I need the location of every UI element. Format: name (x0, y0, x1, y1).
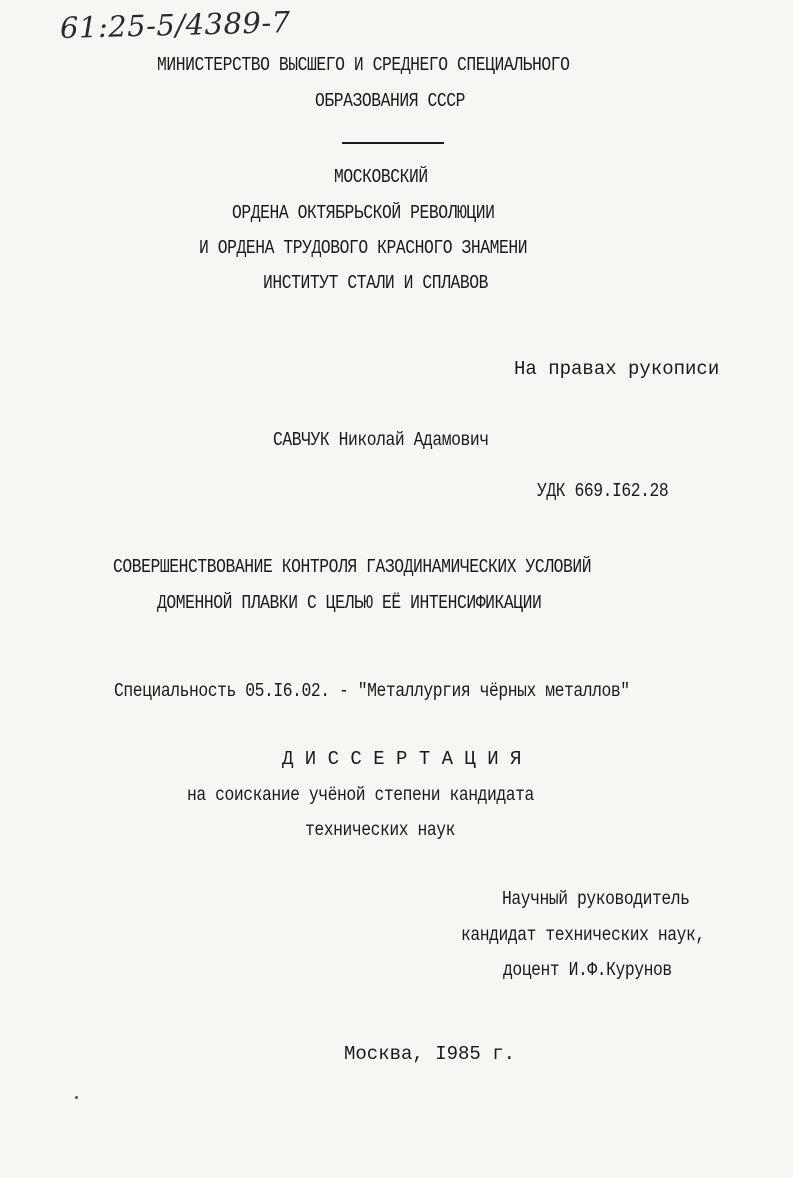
institute-line-3: И ОРДЕНА ТРУДОВОГО КРАСНОГО ЗНАМЕНИ (199, 237, 528, 259)
thesis-title-line-1: СОВЕРШЕНСТВОВАНИЕ КОНТРОЛЯ ГАЗОДИНАМИЧЕСКИХ УСЛОВИЙ (113, 556, 592, 578)
supervisor-name: доцент И.Ф.Курунов (503, 959, 672, 981)
separator-rule (342, 142, 444, 144)
thesis-title-line-2: ДОМЕННОЙ ПЛАВКИ С ЦЕЛЬЮ ЕЁ ИНТЕНСИФИКАЦИИ (157, 592, 542, 614)
ministry-line-2: ОБРАЗОВАНИЯ СССР (315, 90, 466, 112)
supervisor-title: Научный руководитель (502, 888, 690, 910)
dissertation-heading: Д И С С Е Р Т А Ц И Я (282, 748, 522, 770)
handwritten-archive-code: 61:25-5/4389-7 (59, 4, 292, 46)
dissertation-degree-line-2: технических наук (305, 819, 456, 841)
institute-line-2: ОРДЕНА ОКТЯБРЬСКОЙ РЕВОЛЮЦИИ (232, 202, 495, 224)
dissertation-degree-line-1: на соискание учёной степени кандидата (187, 784, 534, 806)
udc-code: УДК 669.I62.28 (537, 480, 669, 502)
manuscript-rights-note: На правах рукописи (514, 358, 720, 380)
ministry-line-1: МИНИСТЕРСТВО ВЫСШЕГО И СРЕДНЕГО СПЕЦИАЛЬНОГО (157, 54, 570, 76)
place-and-year: Москва, I985 г. (344, 1043, 516, 1065)
supervisor-degree: кандидат технических наук, (461, 924, 705, 946)
author-name: САВЧУК Николай Адамович (273, 429, 489, 451)
institute-line-1: МОСКОВСКИЙ (334, 166, 428, 188)
speciality-line: Специальность 05.I6.02. - "Металлургия чёрных металлов" (114, 680, 630, 702)
scan-speck (75, 1096, 78, 1099)
institute-line-4: ИНСТИТУТ СТАЛИ И СПЛАВОВ (263, 272, 489, 294)
